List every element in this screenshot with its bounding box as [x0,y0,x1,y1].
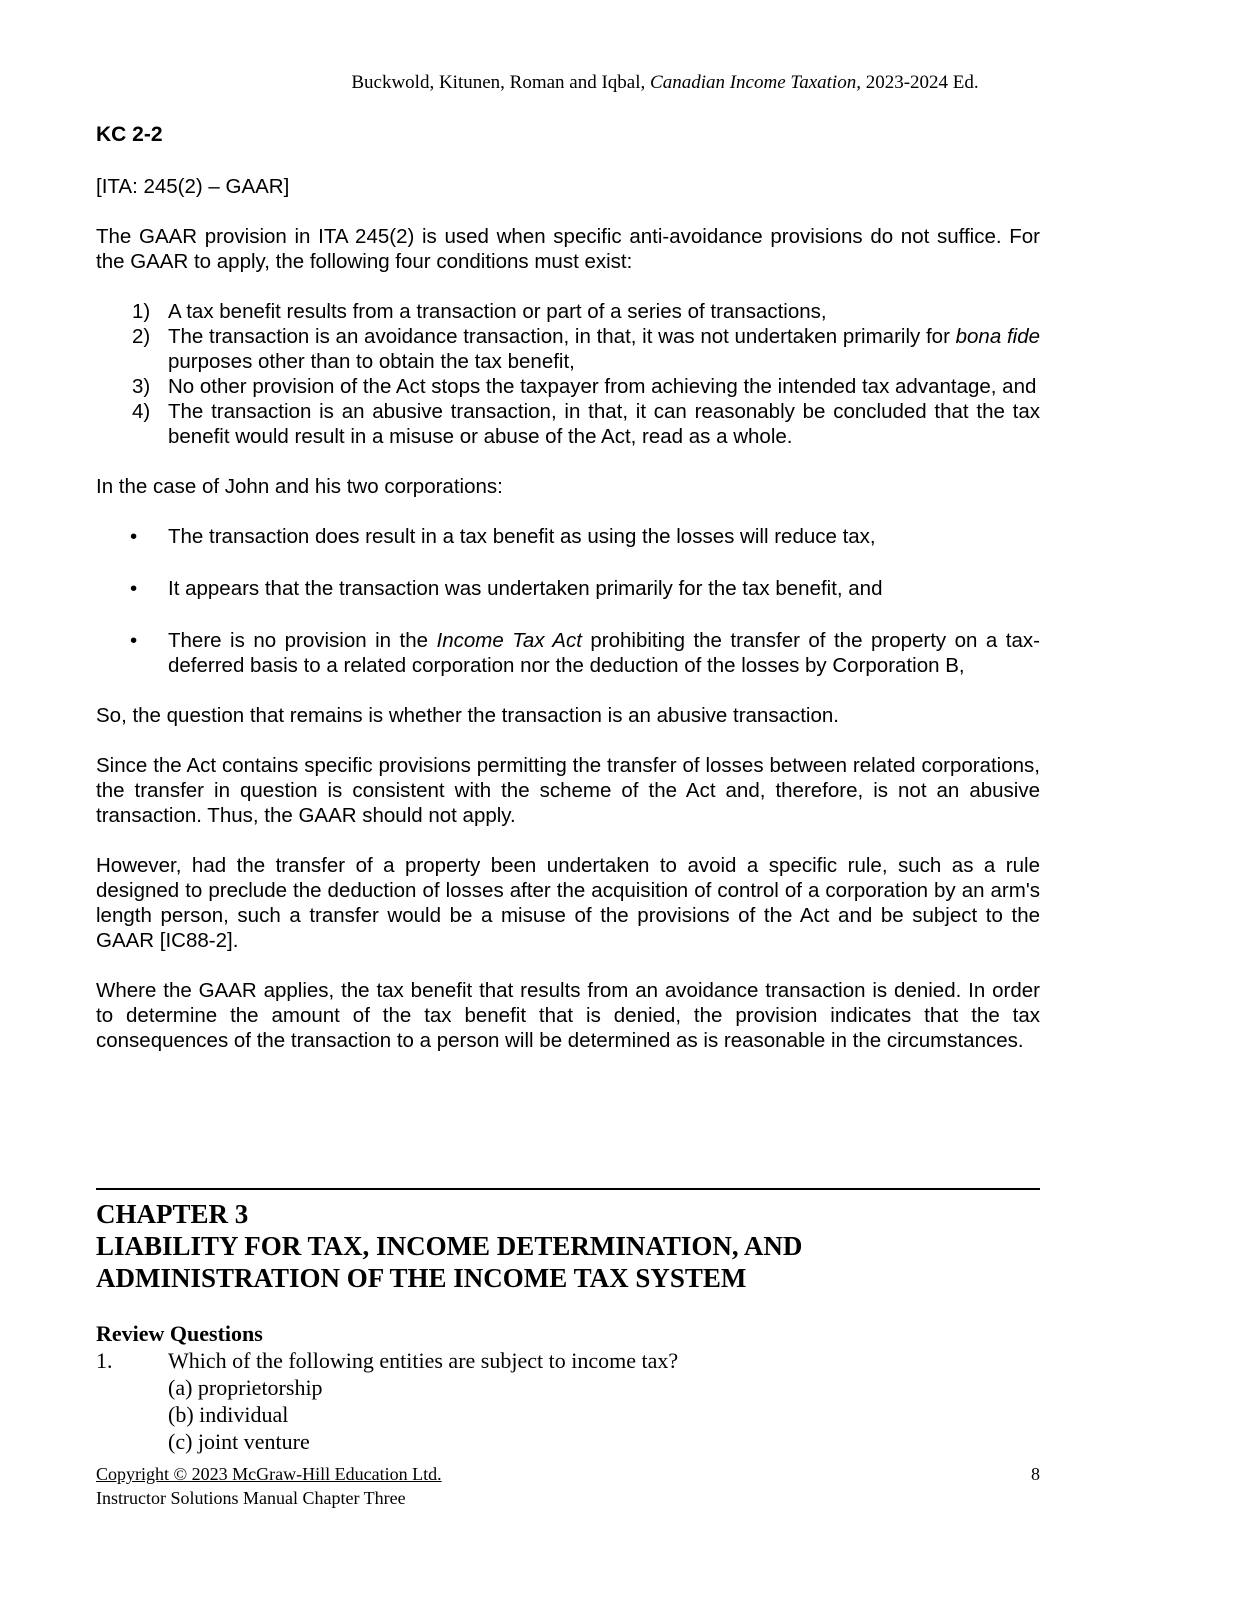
question-option: (c) joint venture [168,1429,310,1454]
bullet-italic: Income Tax Act [436,629,582,652]
bullet-symbol: • [130,629,138,652]
bullet-text: The transaction does result in a tax benefit as using the losses will reduce tax, [168,525,876,548]
condition-italic: bona fide [955,325,1040,348]
question-option: (b) individual [168,1402,289,1427]
ita-reference: [ITA: 245(2) – GAAR] [96,175,290,198]
question-text: Which of the following entities are subject to income tax? [168,1348,679,1373]
question-item [96,1347,1040,1455]
bullet-item [96,524,1040,549]
bullet-symbol: • [130,577,138,600]
condition-number: 4) [132,400,151,423]
question-option: (a) proprietorship [168,1375,323,1400]
chapter-heading [96,1198,1040,1294]
condition-item [96,374,1040,399]
conditions-list [96,299,1040,449]
case-intro: In the case of John and his two corporations: [96,475,503,498]
condition-item [96,399,1040,449]
body-paragraph: Where the GAAR applies, the tax benefit that results from an avoidance transaction is denied. In order to determine the amount of the tax benefit that is denied, the provision indicates that the tax consequences of the transaction to a person will be determined as is reasonable in the circumstances. [96,979,1040,1052]
body-paragraph: However, had the transfer of a property been undertaken to avoid a specific rule, such as a rule designed to preclude the deduction of losses after the acquisition of control of a corporation by an arm's length person, such a transfer would be a misuse of the provisions of the Act and be subject to the GAAR [IC88-2]. [96,854,1040,952]
condition-text: No other provision of the Act stops the taxpayer from achieving the intended tax advantage, and [168,375,1037,398]
page-number: 8 [1031,1464,1040,1484]
condition-item [96,299,1040,324]
bullet-item [96,576,1040,601]
review-questions [96,1320,1040,1455]
condition-text: The transaction is an avoidance transaction, in that, it was not undertaken primarily for [168,325,956,348]
condition-number: 3) [132,375,151,398]
body-paragraph: Since the Act contains specific provisions permitting the transfer of losses between related corporations, the transfer in question is consistent with the scheme of the Act and, therefore, is not an abusive transaction. Thus, the GAAR should not apply. [96,754,1040,827]
chapter-title-line: ADMINISTRATION OF THE INCOME TAX SYSTEM [96,1263,747,1293]
condition-item [96,324,1040,374]
condition-text: The transaction is an abusive transaction, in that, it can reasonably be concluded that the tax benefit would result in a misuse or abuse of the Act, read as a whole. [168,400,1040,448]
header-authors: Buckwold, Kitunen, Roman and Iqbal, [351,72,651,93]
section-divider [96,1188,1040,1190]
bullet-text: It appears that the transaction was undertaken primarily for the tax benefit, and [168,577,883,600]
bullet-text: prohibiting the transfer of the property on a tax-deferred basis to a related corporation nor the deduction of the losses by Corporation B, [168,629,1040,677]
condition-number: 2) [132,325,151,348]
header-book-title: Canadian Income Taxation, [650,72,861,93]
question-number: 1. [96,1348,113,1373]
bullet-symbol: • [130,525,138,548]
case-bullet-list [96,524,1040,678]
kc-section [96,122,1040,1053]
running-header [0,72,1236,94]
bullet-item [96,628,1040,678]
chapter-number: CHAPTER 3 [96,1199,249,1229]
intro-paragraph: The GAAR provision in ITA 245(2) is used when specific anti-avoidance provisions do not suffice. For the GAAR to apply, the following four conditions must exist: [96,225,1040,273]
header-edition: 2023-2024 Ed. [860,72,979,93]
condition-text: purposes other than to obtain the tax benefit, [168,350,575,373]
footer-copyright: Copyright © 2023 McGraw-Hill Education Ltd. [96,1464,442,1484]
bullet-text: There is no provision in the [168,629,437,652]
footer-manual: Instructor Solutions Manual Chapter Three [96,1488,406,1508]
kc-title: KC 2-2 [96,123,163,146]
chapter-title-line: LIABILITY FOR TAX, INCOME DETERMINATION, AND [96,1231,803,1261]
body-paragraph: So, the question that remains is whether the transaction is an abusive transaction. [96,704,839,727]
condition-number: 1) [132,300,151,323]
condition-text: A tax benefit results from a transaction or part of a series of transactions, [168,300,827,323]
page-footer [96,1462,1040,1510]
review-heading: Review Questions [96,1321,263,1346]
